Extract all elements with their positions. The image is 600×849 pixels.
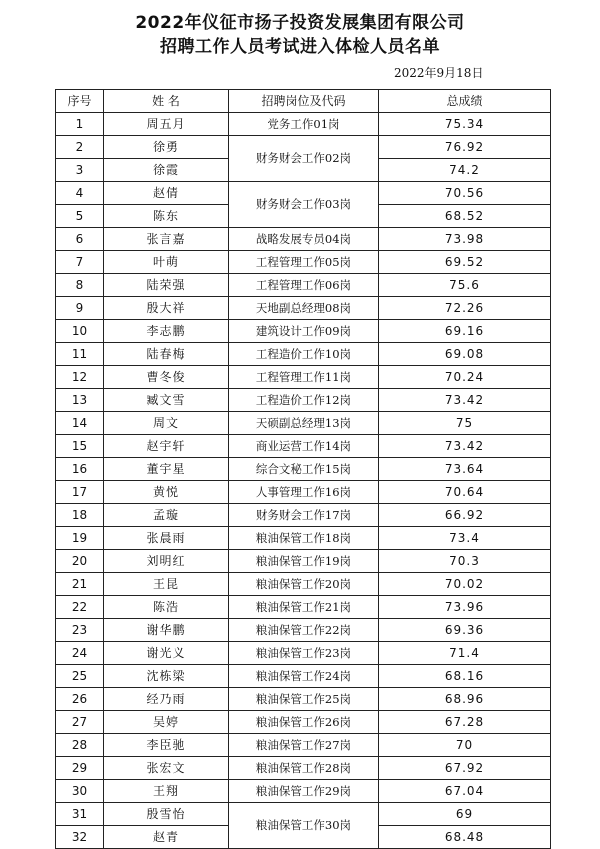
row-position: 工程管理工作11岗 xyxy=(229,366,379,389)
row-score: 75.6 xyxy=(379,274,551,297)
row-number: 28 xyxy=(56,734,104,757)
row-name: 张言嘉 xyxy=(104,228,229,251)
row-number: 3 xyxy=(56,159,104,182)
table-row xyxy=(56,619,551,642)
row-name: 王翔 xyxy=(104,780,229,803)
table-row xyxy=(56,113,551,136)
row-score: 70.02 xyxy=(379,573,551,596)
row-position: 财务财会工作03岗 xyxy=(229,182,379,228)
row-number: 15 xyxy=(56,435,104,458)
row-position: 粮油保管工作22岗 xyxy=(229,619,379,642)
row-position: 粮油保管工作24岗 xyxy=(229,665,379,688)
row-position: 粮油保管工作30岗 xyxy=(229,803,379,849)
row-position: 粮油保管工作27岗 xyxy=(229,734,379,757)
row-name: 陆春梅 xyxy=(104,343,229,366)
row-score: 72.26 xyxy=(379,297,551,320)
row-score: 69.36 xyxy=(379,619,551,642)
row-name: 黄悦 xyxy=(104,481,229,504)
row-name: 张晨雨 xyxy=(104,527,229,550)
table-row xyxy=(56,458,551,481)
header-no: 序号 xyxy=(56,90,104,113)
row-number: 19 xyxy=(56,527,104,550)
table-row xyxy=(56,550,551,573)
header-name: 姓 名 xyxy=(104,90,229,113)
row-score: 70.64 xyxy=(379,481,551,504)
row-name: 徐霞 xyxy=(104,159,229,182)
table-row xyxy=(56,136,551,159)
row-score: 68.48 xyxy=(379,826,551,849)
row-name: 孟璇 xyxy=(104,504,229,527)
row-score: 68.96 xyxy=(379,688,551,711)
row-score: 66.92 xyxy=(379,504,551,527)
row-number: 14 xyxy=(56,412,104,435)
row-score: 73.42 xyxy=(379,389,551,412)
row-score: 68.52 xyxy=(379,205,551,228)
row-position: 工程造价工作12岗 xyxy=(229,389,379,412)
row-score: 73.96 xyxy=(379,596,551,619)
row-number: 23 xyxy=(56,619,104,642)
table-row xyxy=(56,343,551,366)
row-name: 赵倩 xyxy=(104,182,229,205)
document-date: 2022年9月18日 xyxy=(394,66,484,80)
row-number: 32 xyxy=(56,826,104,849)
row-number: 25 xyxy=(56,665,104,688)
document-title: 2022年仪征市扬子投资发展集团有限公司 xyxy=(135,13,465,33)
table-row xyxy=(56,780,551,803)
row-position: 工程管理工作05岗 xyxy=(229,251,379,274)
row-score: 68.16 xyxy=(379,665,551,688)
row-name: 经乃雨 xyxy=(104,688,229,711)
table-row xyxy=(56,711,551,734)
row-position: 商业运营工作14岗 xyxy=(229,435,379,458)
table-row xyxy=(56,251,551,274)
row-score: 74.2 xyxy=(379,159,551,182)
row-name: 殷大祥 xyxy=(104,297,229,320)
row-position: 粮油保管工作28岗 xyxy=(229,757,379,780)
row-position: 建筑设计工作09岗 xyxy=(229,320,379,343)
row-position: 财务财会工作02岗 xyxy=(229,136,379,182)
row-name: 谢华鹏 xyxy=(104,619,229,642)
row-number: 12 xyxy=(56,366,104,389)
row-score: 70.24 xyxy=(379,366,551,389)
table-row xyxy=(56,665,551,688)
row-score: 73.64 xyxy=(379,458,551,481)
row-number: 8 xyxy=(56,274,104,297)
row-position: 党务工作01岗 xyxy=(229,113,379,136)
table-body xyxy=(56,113,551,849)
table-row xyxy=(56,504,551,527)
row-position: 天硕副总经理13岗 xyxy=(229,412,379,435)
row-name: 王昆 xyxy=(104,573,229,596)
table-row xyxy=(56,297,551,320)
row-score: 76.92 xyxy=(379,136,551,159)
table-row xyxy=(56,803,551,826)
row-name: 叶萌 xyxy=(104,251,229,274)
row-name: 殷雪怡 xyxy=(104,803,229,826)
row-number: 10 xyxy=(56,320,104,343)
row-position: 粮油保管工作20岗 xyxy=(229,573,379,596)
row-name: 董宇星 xyxy=(104,458,229,481)
row-position: 粮油保管工作21岗 xyxy=(229,596,379,619)
row-position: 综合文秘工作15岗 xyxy=(229,458,379,481)
row-number: 18 xyxy=(56,504,104,527)
row-score: 67.28 xyxy=(379,711,551,734)
row-position: 工程造价工作10岗 xyxy=(229,343,379,366)
document-subtitle: 招聘工作人员考试进入体检人员名单 xyxy=(160,37,440,57)
row-score: 75 xyxy=(379,412,551,435)
header-position: 招聘岗位及代码 xyxy=(229,90,379,113)
table-row xyxy=(56,435,551,458)
row-position: 粮油保管工作25岗 xyxy=(229,688,379,711)
row-number: 13 xyxy=(56,389,104,412)
table-row xyxy=(56,412,551,435)
row-number: 27 xyxy=(56,711,104,734)
table-row xyxy=(56,274,551,297)
row-name: 李志鹏 xyxy=(104,320,229,343)
row-name: 臧文雪 xyxy=(104,389,229,412)
row-number: 11 xyxy=(56,343,104,366)
row-name: 沈栋梁 xyxy=(104,665,229,688)
row-name: 曹冬俊 xyxy=(104,366,229,389)
row-number: 22 xyxy=(56,596,104,619)
row-score: 70 xyxy=(379,734,551,757)
row-name: 陈东 xyxy=(104,205,229,228)
row-number: 26 xyxy=(56,688,104,711)
row-number: 16 xyxy=(56,458,104,481)
row-number: 4 xyxy=(56,182,104,205)
row-name: 赵青 xyxy=(104,826,229,849)
row-score: 69.52 xyxy=(379,251,551,274)
row-name: 张宏文 xyxy=(104,757,229,780)
row-score: 73.98 xyxy=(379,228,551,251)
row-name: 谢光义 xyxy=(104,642,229,665)
row-number: 29 xyxy=(56,757,104,780)
table-row xyxy=(56,688,551,711)
results-table xyxy=(55,89,551,849)
row-name: 陆荣强 xyxy=(104,274,229,297)
row-score: 69 xyxy=(379,803,551,826)
row-score: 69.16 xyxy=(379,320,551,343)
row-position: 人事管理工作16岗 xyxy=(229,481,379,504)
row-name: 徐勇 xyxy=(104,136,229,159)
row-position: 战略发展专员04岗 xyxy=(229,228,379,251)
row-score: 73.42 xyxy=(379,435,551,458)
row-number: 7 xyxy=(56,251,104,274)
row-score: 70.3 xyxy=(379,550,551,573)
row-score: 70.56 xyxy=(379,182,551,205)
table-row xyxy=(56,642,551,665)
row-score: 71.4 xyxy=(379,642,551,665)
row-number: 6 xyxy=(56,228,104,251)
row-number: 2 xyxy=(56,136,104,159)
row-name: 周文 xyxy=(104,412,229,435)
row-number: 1 xyxy=(56,113,104,136)
row-position: 粮油保管工作29岗 xyxy=(229,780,379,803)
row-name: 陈浩 xyxy=(104,596,229,619)
row-score: 75.34 xyxy=(379,113,551,136)
row-name: 吴婷 xyxy=(104,711,229,734)
row-score: 67.04 xyxy=(379,780,551,803)
row-score: 69.08 xyxy=(379,343,551,366)
row-position: 粮油保管工作26岗 xyxy=(229,711,379,734)
row-number: 30 xyxy=(56,780,104,803)
row-position: 天地副总经理08岗 xyxy=(229,297,379,320)
row-score: 67.92 xyxy=(379,757,551,780)
row-position: 粮油保管工作23岗 xyxy=(229,642,379,665)
table-row xyxy=(56,596,551,619)
row-name: 刘明红 xyxy=(104,550,229,573)
row-name: 周五月 xyxy=(104,113,229,136)
row-position: 粮油保管工作18岗 xyxy=(229,527,379,550)
table-row xyxy=(56,734,551,757)
table-row xyxy=(56,182,551,205)
table-row xyxy=(56,228,551,251)
row-number: 31 xyxy=(56,803,104,826)
row-number: 17 xyxy=(56,481,104,504)
table-header-row xyxy=(56,90,551,113)
table-row xyxy=(56,320,551,343)
table-row xyxy=(56,366,551,389)
row-number: 21 xyxy=(56,573,104,596)
table-row xyxy=(56,757,551,780)
row-number: 5 xyxy=(56,205,104,228)
row-name: 李臣驰 xyxy=(104,734,229,757)
table-row xyxy=(56,527,551,550)
row-score: 73.4 xyxy=(379,527,551,550)
row-position: 财务财会工作17岗 xyxy=(229,504,379,527)
table-row xyxy=(56,573,551,596)
table-row xyxy=(56,389,551,412)
table-row xyxy=(56,481,551,504)
header-score: 总成绩 xyxy=(379,90,551,113)
row-number: 20 xyxy=(56,550,104,573)
row-position: 工程管理工作06岗 xyxy=(229,274,379,297)
row-number: 24 xyxy=(56,642,104,665)
row-position: 粮油保管工作19岗 xyxy=(229,550,379,573)
row-number: 9 xyxy=(56,297,104,320)
row-name: 赵宇轩 xyxy=(104,435,229,458)
